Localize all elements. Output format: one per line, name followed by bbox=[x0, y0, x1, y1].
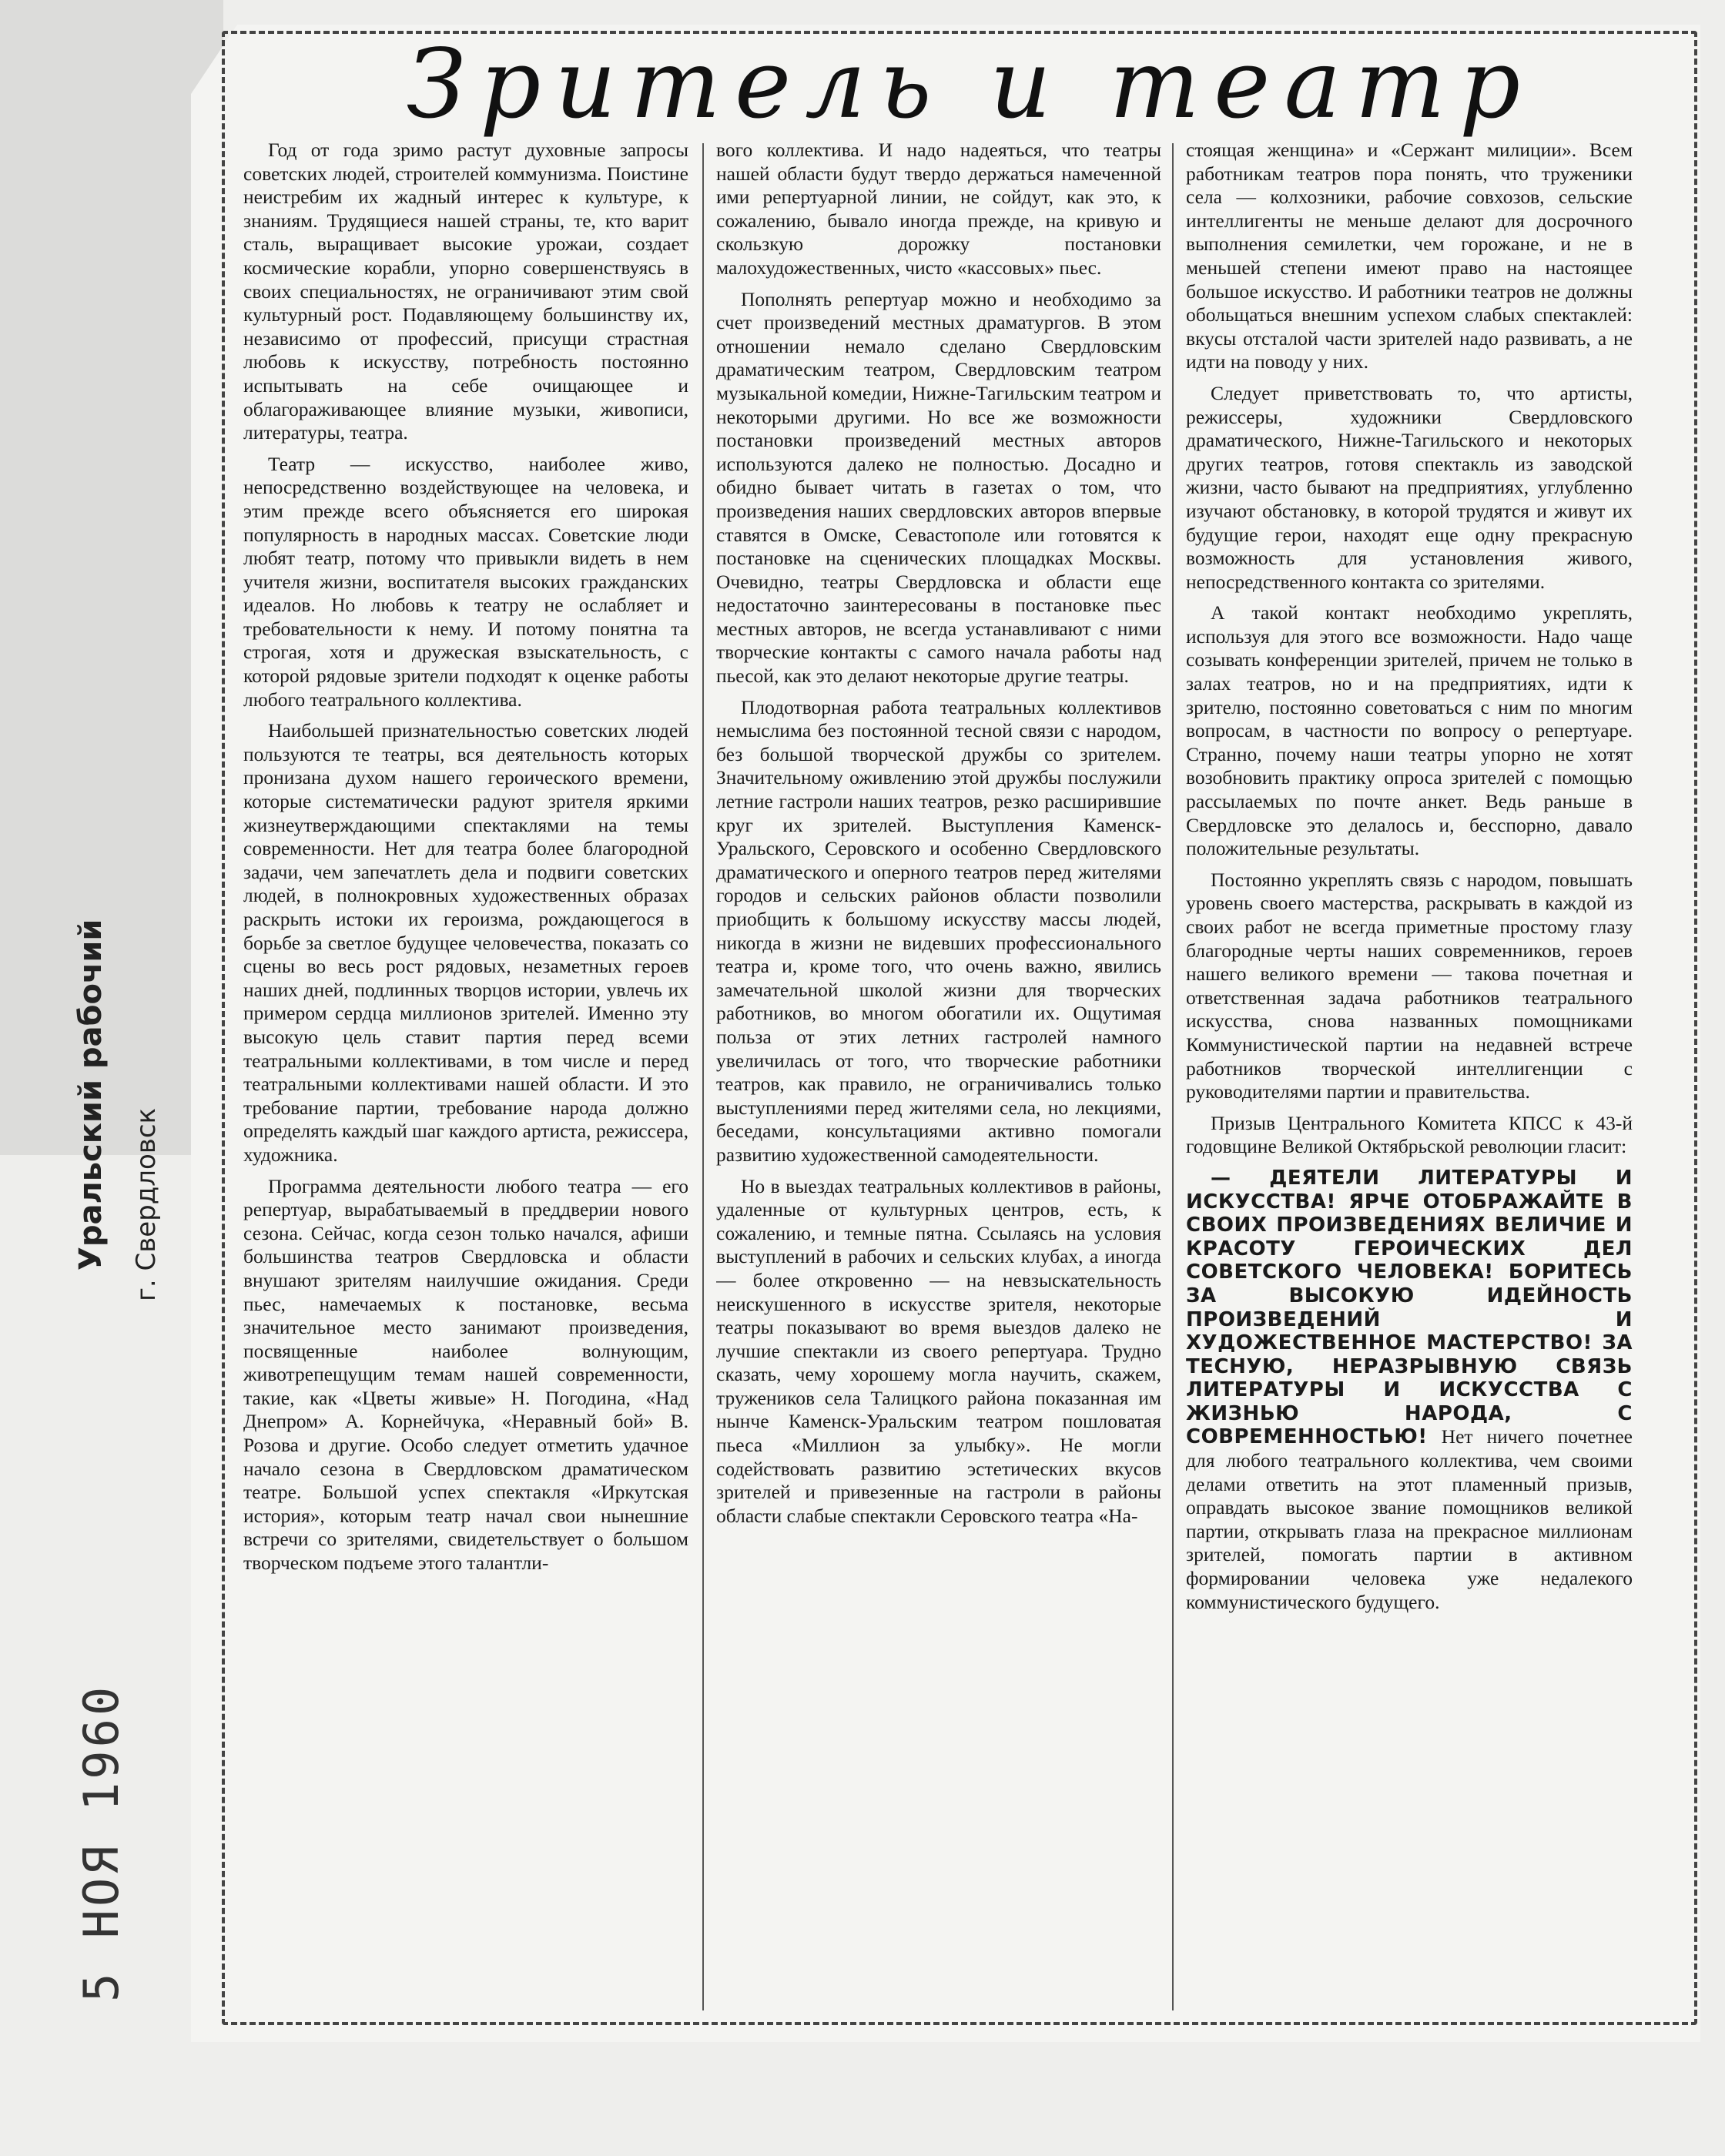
paragraph: А такой контакт необходимо укреплять, используя для этого все возможности. Надо чаще созывать конференции зрителей, причем не только в залах театров, но и на предприятиях, идти к зрителю, постоянно советоваться с ним по многим вопросам, в частности по вопросу о репертуаре. Странно, почему наши театры упорно не хотят возобновить практику опроса зрителей с помощью рассылаемых по почте анкет. Ведь раньше в Свердловске это делалось и, бесспорно, давало положительные результаты. bbox=[1186, 601, 1633, 860]
paragraph: Плодотворная работа театральных коллективов немыслима без постоянной тесной связи с народом, без большой творческой дружбы со зрителем. Значительному оживлению этой дружбы послужили летние гастроли наших театров, резко расширившие круг их зрителей. Выступления Каменск-Уральского, Серовского и особенно Свердловского драматического и оперного театров перед жителями городов и сельских районов области позволили приобщить к большому искусству массы людей, никогда в жизни не видевших профессионального театра и, кроме того, что очень важно, явились замечательной школой жизни для творческих работников, во многом обогатили их. Ощутимая польза от этих летних гастролей намного увеличилась от того, что творческие работники театров, как правило, не ограничивались только выступлениями перед жителями села, но лекциями, беседами, консультациями активно помогали развитию художественной самодеятельности. bbox=[716, 695, 1161, 1166]
paragraph: Но в выездах театральных коллективов в районы, удаленные от культурных центров, есть, к сожалению, и темные пятна. Ссылаясь на условия выступлений в рабочих и сельских клубах, а иногда — более откровенно — на невзыскательность неискушенного в искусстве зрителя, некоторые театры показывают во время выездов далеко не лучшие спектакли из своего репертуара. Трудно сказать, чему хорошему могла научить, скажем, тружеников села Талицкого района показанная им нынче Каменск-Уральским театром пошловатая пьеса «Миллион за улыбку». Не могли содействовать развитию эстетических вкусов зрителей и привезенные на гастроли в районы области слабые спектакли Серовского театра «На- bbox=[716, 1174, 1161, 1527]
paragraph: Театр — искусство, наиболее живо, непосредственно воздействующее на человека, и этим прежде всего объясняется его широкая популярность в народных массах. Советские люди любят театр, потому что привыкли видеть в нем учителя жизни, воспитателя высоких гражданских идеалов. Но любовь к театру не ослабляет и требовательности к нему. И потому понятна та строгая, хотя и дружеская взыскательность, с которой рядовые зрители подходят к оценке работы любого театрального коллектива. bbox=[243, 452, 688, 711]
party-slogan-paragraph bbox=[1186, 1167, 1633, 1614]
paragraph: Программа деятельности любого театра — его репертуар, вырабатываемый в преддверии нового сезона. Сейчас, когда сезон только начался, афиши большинства театров Свердловска и области внушают зрителям наилучшие ожидания. Среди пьес, намечаемых к постановке, весьма значительное место занимают произведения, посвященные наиболее волнующим, животрепещущим темам нашей современности, такие, как «Цветы живые» Н. Погодина, «Над Днепром» А. Корнейчука, «Неравный бой» В. Розова и другие. Особо следует отметить удачное начало сезона в Свердловском драматическом театре. Большой успех спектакля «Иркутская история», которым театр начал свои нынешние встречи со зрителями, свидетельствует о большом творческом подъеме этого талантли- bbox=[243, 1174, 688, 1575]
paragraph: Год от года зримо растут духовные запросы советских людей, строителей коммунизма. Поистине неистребим их жадный интерес к культуре, к знаниям. Трудящиеся нашей страны, те, кто варит сталь, выращивает высокие урожаи, создает космические корабли, упорно совершенствуясь в своих специальностях, не ограничивают этим свой культурный рост. Подавляющему большинству их, независимо от профессий, присущи страстная любовь к искусству, потребность постоянно испытывать на себе очищающее и облагораживающее влияние музыки, живописи, литературы, театра. bbox=[243, 139, 688, 444]
article-column-3 bbox=[1186, 139, 1633, 2010]
article-column-1 bbox=[243, 139, 688, 2010]
article-headline: Зритель и театр bbox=[406, 29, 1535, 140]
paragraph: стоящая женщина» и «Сержант милиции». Всем работникам театров пора понять, что труженики села — колхозники, рабочие совхозов, сельские интеллигенты не меньше делают для досрочного выполнения семилетки, чем горожане, и не в меньшей степени имеют право на настоящее большое искусство. И работники театров не должны обольщаться внешним успехом слабых спектаклей: вкусы отсталой части зрителей надо развивать, а не идти на поводу у них. bbox=[1186, 139, 1633, 373]
column-divider bbox=[1172, 143, 1174, 2010]
closing-text: Нет ничего почетнее для любого театрального коллектива, чем своими делами ответить на этот пламенный призыв, оправдать высокое звание помощников великой партии, открывать глаза на прекрасное миллионам зрителей, помогать партии в активном формировании человека уже недалекого коммунистического будущего. bbox=[1186, 1425, 1633, 1613]
column-divider bbox=[702, 143, 704, 2010]
paragraph: Пополнять репертуар можно и необходимо за счет произведений местных драматургов. В этом отношении немало сделано Свердловским драматическим театром, Свердловским театром музыкальной комедии, Нижне-Тагильским театром и некоторыми другими. Но все же возможности постановки произведений местных авторов используются далеко не полностью. Досадно и обидно бывает читать в газетах о том, что произведения наших свердловских авторов впервые ставятся в Омске, Севастополе или готовятся к постановке на сценических площадках Москвы. Очевидно, театры Свердловска и области еще недостаточно заинтересованы в постановке пьес местных авторов, не всегда устанавливают с ними творческие контакты с самого начала работы над пьесой, как это делают некоторые другие театры. bbox=[716, 287, 1161, 688]
paragraph: Следует приветствовать то, что артисты, режиссеры, художники Свердловского драматического, Нижне-Тагильского и некоторых других театров, готовя спектакль из заводской жизни, часто бывают на предприятиях, углубленно изучают обстановку, в которой трудятся и живут их будущие герои, находят еще одну прекрасную возможность для установления живого, непосредственного контакта со зрителями. bbox=[1186, 381, 1633, 593]
date-stamp: 5 НОЯ 1960 bbox=[73, 1683, 129, 2002]
paragraph: Призыв Центрального Комитета КПСС к 43-й годовщине Великой Октябрьской революции гласит: bbox=[1186, 1111, 1633, 1158]
paragraph: вого коллектива. И надо надеяться, что театры нашей области будут твердо держаться намеченной ими репертуарной линии, не сойдут, как это, к сожалению, бывало иногда прежде, на кривую и скользкую дорожку постановки малохудожественных, чисто «кассовых» пьес. bbox=[716, 139, 1161, 279]
party-slogan: — ДЕЯТЕЛИ ЛИТЕРАТУРЫ И ИСКУССТВА! ЯРЧЕ ОТОБРАЖАЙТЕ В СВОИХ ПРОИЗВЕДЕНИЯХ ВЕЛИЧИЕ И КРАСОТУ ГЕРОИЧЕСКИХ ДЕЛ СОВЕТСКОГО ЧЕЛОВЕКА! БОРИТЕСЬ ЗА ВЫСОКУЮ ИДЕЙНОСТЬ ПРОИЗВЕДЕНИЙ И ХУДОЖЕСТВЕННОЕ МАСТЕРСТВО! ЗА ТЕСНУЮ, НЕРАЗРЫВНУЮ СВЯЗЬ ЛИТЕРАТУРЫ И ИСКУССТВА С ЖИЗНЬЮ НАРОДА, С СОВРЕМЕННОСТЬЮ! bbox=[1186, 1166, 1633, 1449]
paragraph: Постоянно укреплять связь с народом, повышать уровень своего мастерства, раскрывать в каждой из своих работ не всегда приметные простому глазу благородные черты наших современников, героев нашего великого времени — такова почетная и ответственная задача работников театрального искусства, снова названных помощниками Коммунистической партии на недавней встрече работников творческой интеллигенции с руководителями партии и правительства. bbox=[1186, 868, 1633, 1103]
scan-shadow bbox=[0, 0, 223, 1155]
article-column-2 bbox=[716, 139, 1161, 2010]
paragraph: Наибольшей признательностью советских людей пользуются те театры, вся деятельность которых пронизана духом нашего героического времени, которые систематически радуют зрителя яркими жизнеутверждающими спектаклями на темы современности. Нет для театра более благородной задачи, чем запечатлеть дела и подвиги советских людей, в полнокровных художественных образах раскрыть истоки их героизма, рождающегося в борьбе за светлое будущее человечества, показать со сцены во весь рост рядовых, незаметных героев наших дней, подлинных творцов истории, увлечь их примером сердца миллионов зрителей. Именно эту высокую цель ставит партия перед всеми театральными коллективами, в том числе и перед театральными коллективами нашей области. И это требование партии, требование народа должно определять каждый шаг каждого артиста, режиссера, художника. bbox=[243, 719, 688, 1166]
city-stamp: г. Свердловск bbox=[131, 1107, 162, 1301]
newspaper-stamp: Уральский рабочий bbox=[73, 919, 109, 1270]
